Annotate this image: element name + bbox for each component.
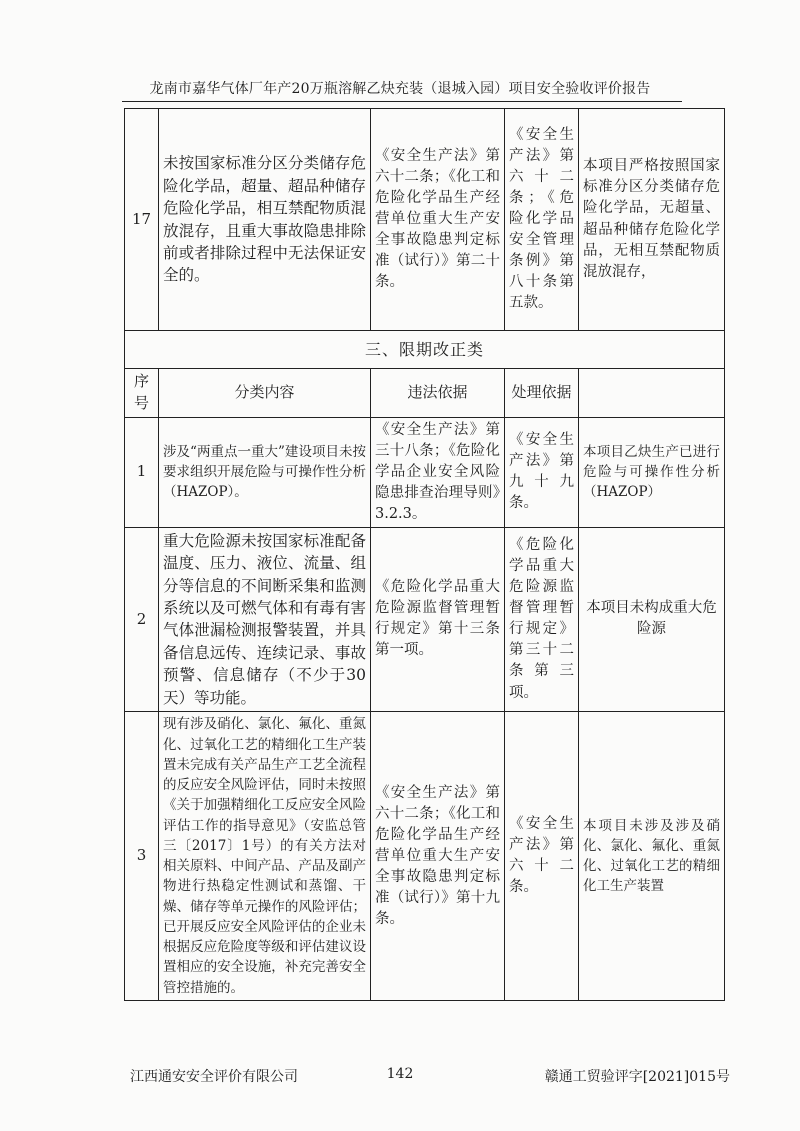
handling-basis: 《危险化学品重大危险源监督管理暂行规定》第三十二条第三项。 xyxy=(505,527,579,712)
legal-basis: 《安全生产法》第六十二条；《化工和危险化学品生产经营单位重大生产安全事故隐患判定标准（试行）》第二十条。 xyxy=(371,109,505,331)
footer-company: 江西通安安全评价有限公司 xyxy=(130,1069,298,1085)
header-rule xyxy=(122,101,682,102)
category-content: 未按国家标准分区分类储存危险化学品，超量、超品种储存危险化学品，相互禁配物质混放混存，且重大事故隐患排除前或者排除过程中无法保证安全的。 xyxy=(159,109,371,331)
section-title: 三、限期改正类 xyxy=(125,331,725,369)
project-result: 本项目未涉及涉及硝化、氯化、氟化、重氮化、过氧化工艺的精细化工生产装置 xyxy=(579,712,725,1001)
column-header-no: 序号 xyxy=(125,369,159,418)
column-header-result xyxy=(579,369,725,418)
category-content: 涉及“两重点一重大”建设项目未按要求组织开展危险与可操作性分析（HAZOP）。 xyxy=(159,417,371,527)
category-content: 重大危险源未按国家标准配备温度、压力、液位、流量、组分等信息的不间断采集和监测系统以及可燃气体和有毒有害气体泄漏检测报警装置，并具备信息远传、连续记录、事故预警、信息储存（不少于30天）等功能。 xyxy=(159,527,371,712)
table-row xyxy=(125,527,725,712)
project-result: 本项目乙炔生产已进行危险与可操作性分析（HAZOP） xyxy=(579,417,725,527)
section-row xyxy=(125,331,725,369)
column-header-content: 分类内容 xyxy=(159,369,371,418)
inspection-table xyxy=(124,108,725,1001)
category-content: 现有涉及硝化、氯化、氟化、重氮化、过氧化工艺的精细化工生产装置未完成有关产品生产工艺全流程的反应安全风险评估，同时未按照《关于加强精细化工反应安全风险评估工作的指导意见》（安监总管三〔2017〕1号）的有关方法对相关原料、中间产品、产品及副产物进行热稳定性测试和蒸馏、干燥、储存等单元操作的风险评估；已开展反应安全风险评估的企业未根据反应危险度等级和评估建议设置相应的安全设施，补充完善安全管控措施的。 xyxy=(159,712,371,1001)
handling-basis: 《安全生产法》第九十九条。 xyxy=(505,417,579,527)
document-number: 赣通工贸验评字[2021]015号 xyxy=(544,1069,730,1085)
table-row xyxy=(125,712,725,1001)
project-result: 本项目未构成重大危险源 xyxy=(579,527,725,712)
legal-basis: 《安全生产法》第三十八条；《危险化学品企业安全风险隐患排查治理导则》3.2.3。 xyxy=(371,417,505,527)
column-header-basis: 违法依据 xyxy=(371,369,505,418)
row-number: 17 xyxy=(125,109,159,331)
handling-basis: 《安全生产法》第六十二条；《危险化学品安全管理条例》第八十条第五款。 xyxy=(505,109,579,331)
table-row xyxy=(125,417,725,527)
handling-basis: 《安全生产法》第六十二条。 xyxy=(505,712,579,1001)
legal-basis: 《安全生产法》第六十二条；《化工和危险化学品生产经营单位重大生产安全事故隐患判定标准（试行）》第十九条。 xyxy=(371,712,505,1001)
page-number: 142 xyxy=(386,1066,414,1082)
row-number: 2 xyxy=(125,527,159,712)
column-header-row xyxy=(125,369,725,418)
row-number: 1 xyxy=(125,417,159,527)
legal-basis: 《危险化学品重大危险源监督管理暂行规定》第十三条第一项。 xyxy=(371,527,505,712)
row-number: 3 xyxy=(125,712,159,1001)
project-result: 本项目严格按照国家标准分区分类储存危险化学品，无超量、超品种储存危险化学品，无相互禁配物质混放混存， xyxy=(579,109,725,331)
table-row xyxy=(125,109,725,331)
page-header: 龙南市嘉华气体厂年产20万瓶溶解乙炔充装（退城入园）项目安全验收评价报告 xyxy=(149,81,651,97)
column-header-handling: 处理依据 xyxy=(505,369,579,418)
